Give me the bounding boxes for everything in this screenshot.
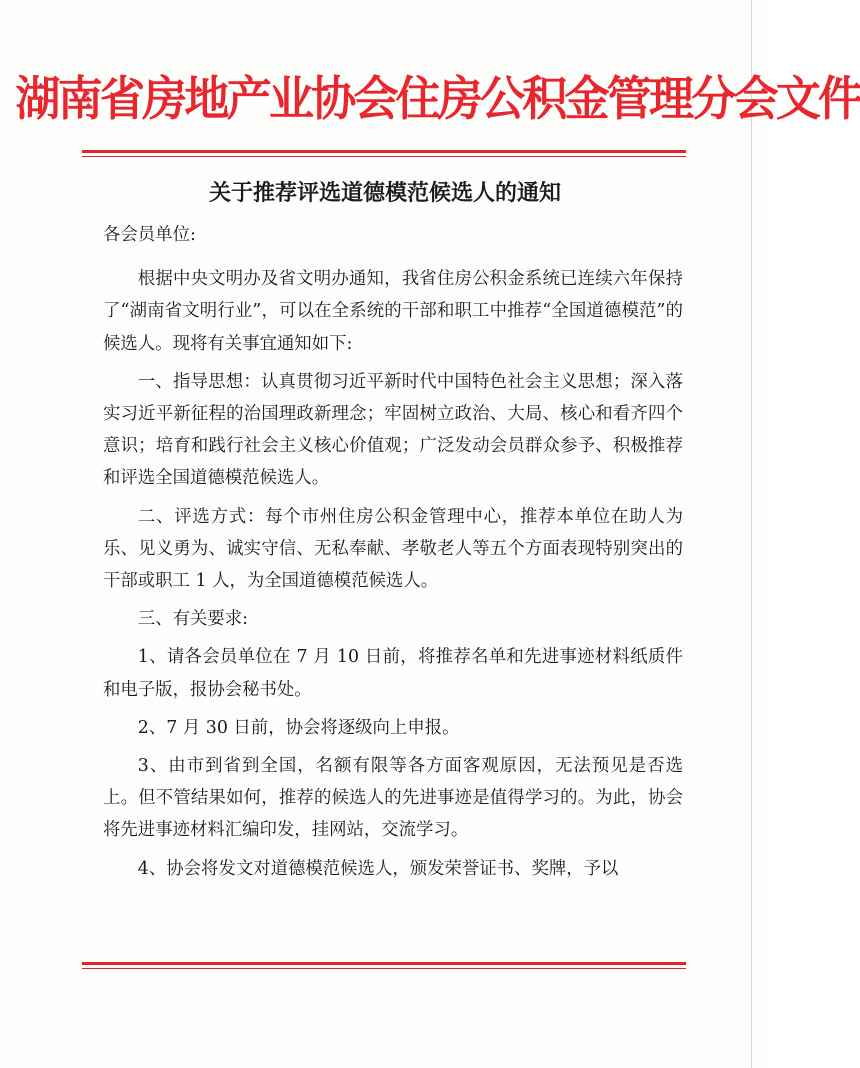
footer-rule-thin xyxy=(82,968,686,969)
header-rule-thin xyxy=(82,156,686,157)
paragraph-requirement-1: 1、请各会员单位在 7 月 10 日前，将推荐名单和先进事迹材料纸质件和电子版，报协会秘书处。 xyxy=(103,647,683,700)
footer-rule-thick xyxy=(82,962,686,965)
salutation: 各会员单位: xyxy=(103,225,196,245)
paragraph-requirement-2: 2、7 月 30 日前，协会将逐级向上申报。 xyxy=(137,717,460,738)
notice-title: 关于推荐评选道德模范候选人的通知 xyxy=(208,181,561,206)
paragraph-requirements-heading: 三、有关要求: xyxy=(137,609,249,630)
paragraph-requirement-3: 3、由市到省到全国，名额有限等各方面客观原因，无法预见是否选上。但不管结果如何，推荐的候选人的先进事迹是值得学习的。为此，协会将先进事迹材料汇编印发，挂网站，交流学习。 xyxy=(103,756,683,841)
header-title: 湖南省房地产业协会住房公积金管理分会文件 xyxy=(15,72,860,127)
paragraph-selection-method: 二、评选方式：每个市州住房公积金管理中心，推荐本单位在助人为乐、见义勇为、诚实守信、无私奉献、孝敬老人等五个方面表现特别突出的干部或职工 1 人，为全国道德模范候选人。 xyxy=(103,506,683,592)
page-edge xyxy=(751,0,752,1068)
header-rule-thick xyxy=(82,150,686,153)
paragraph-intro: 根据中央文明办及省文明办通知，我省住房公积金系统已连续六年保持了“湖南省文明行业”，可以在全系统的干部和职工中推荐“全国道德模范”的候选人。现将有关事宜通知如下: xyxy=(103,269,683,354)
paragraph-requirement-4: 4、协会将发文对道德模范候选人，颁发荣誉证书、奖牌，予以 xyxy=(137,858,619,879)
notice-body xyxy=(103,219,683,891)
paragraph-guiding-thought: 一、指导思想：认真贯彻习近平新时代中国特色社会主义思想；深入落实习近平新征程的治国理政新理念；牢固树立政治、大局、核心和看齐四个意识；培育和践行社会主义核心价值观；广泛发动会员群众参予、积极推荐和评选全国道德模范候选人。 xyxy=(103,371,683,489)
